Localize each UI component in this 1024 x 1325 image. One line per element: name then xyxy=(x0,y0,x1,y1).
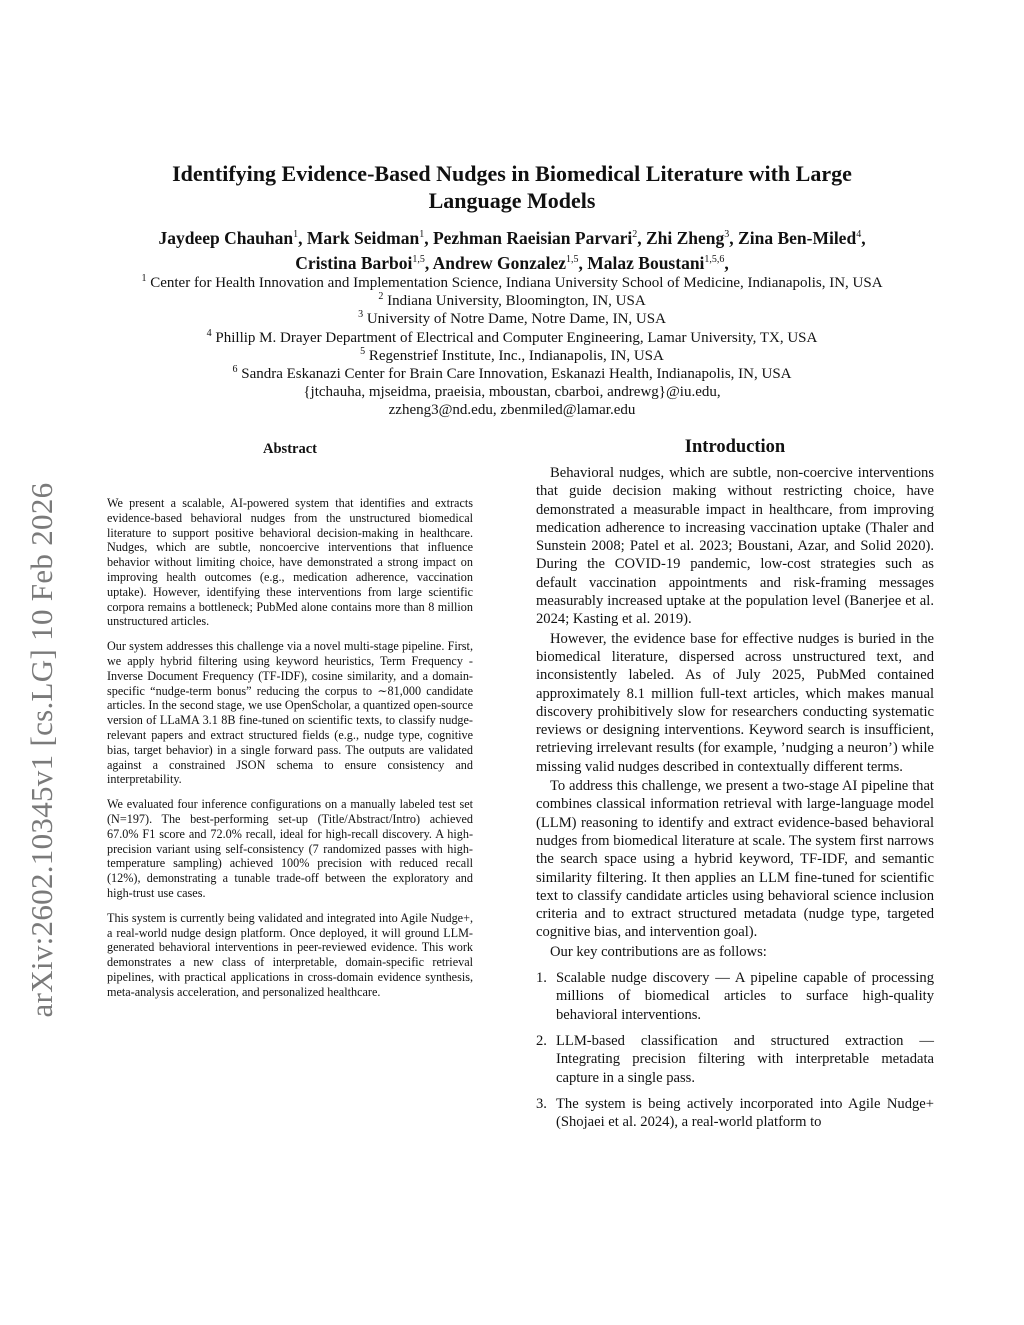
author-name: Zhi Zheng xyxy=(645,228,725,248)
affiliation-mark: 2 xyxy=(378,291,384,303)
affiliation xyxy=(90,292,934,310)
list-number: 2. xyxy=(536,1032,547,1049)
contribution-text: The system is being actively incorporated into Agile Nudge+ (Shojaei et al. 2024), a real-world platform to xyxy=(556,1095,934,1131)
contribution-item xyxy=(536,1095,934,1132)
author-affil-mark: 1 xyxy=(419,229,425,241)
introduction-column xyxy=(536,436,934,1139)
affiliation-text: Phillip M. Drayer Department of Electrical and Computer Engineering, Lamar University, TX, USA xyxy=(215,329,818,346)
list-number: 1. xyxy=(536,970,547,987)
arxiv-identifier-stamp: arXiv:2602.10345v1 [cs.LG] 10 Feb 2026 xyxy=(24,482,59,1018)
introduction-paragraph: Behavioral nudges, which are subtle, non-coercive interventions that guide decision making without restricting choice, have demonstrated a measurable impact in healthcare, from improving medication adherence to increasing vaccination uptake (Thaler and Sunstein 2008; Patel et al. 2023; Boustani, Azar, and Solid 2020). During the COVID-19 pandemic, low-cost strategies such as default vaccination appointments and risk-framing messages measurably increased uptake at the population level (Banerjee et al. 2024; Kasting et al. 2019). xyxy=(536,465,934,628)
contribution-item xyxy=(536,969,934,1024)
paper-title xyxy=(120,160,904,214)
email-line: {jtchauha, mjseidma, praeisia, mboustan, cbarboi, andrewg}@iu.edu, xyxy=(303,384,721,401)
affiliation-mark: 4 xyxy=(206,327,212,339)
author-list xyxy=(90,226,934,276)
author-affil-mark: 2 xyxy=(632,229,638,241)
author-name: Zina Ben-Miled xyxy=(738,228,857,248)
contribution-item xyxy=(536,1032,934,1087)
email-line: zzheng3@nd.edu, zbenmiled@lamar.edu xyxy=(388,402,636,419)
abstract-paragraph: We present a scalable, AI-powered system that identifies and extracts evidence-based behavioral nudges from the unstructured biomedical literature to support positive behavioral decision-making in healthcare. Nudges, which are subtle, noncoercive interventions that influence behavior without limiting choice, have demonstrated a strong impact on improving health outcomes (e.g., medication adherence, vaccination uptake). However, identifying these interventions from large scientific corpora remains a bottleneck; PubMed alone contains more than 8 million unstructured articles. xyxy=(107,496,473,629)
affiliation-text: Sandra Eskanazi Center for Brain Care Innovation, Eskanazi Health, Indianapolis, IN, USA xyxy=(241,366,792,383)
title-line: Identifying Evidence-Based Nudges in Biomedical Literature with Large xyxy=(172,161,852,186)
abstract-paragraph: This system is currently being validated and integrated into Agile Nudge+, a real-world nudge design platform. Once deployed, it will ground LLM-generated behavioral interventions in peer-reviewed evidence. This work demonstrates a new class of interpretable, domain-specific retrieval pipelines, with practical applications in cross-domain evidence synthesis, meta-analysis acceleration, and personalized healthcare. xyxy=(107,910,473,999)
contributions-list xyxy=(536,969,934,1131)
author-affil-mark: 1,5 xyxy=(412,254,425,266)
author-affil-mark: 3 xyxy=(724,229,730,241)
introduction-paragraph: Our key contributions are as follows: xyxy=(550,943,767,960)
author-name: Pezhman Raeisian Parvari xyxy=(432,228,633,248)
affiliation xyxy=(90,329,934,347)
affiliation-mark: 5 xyxy=(360,345,366,357)
affiliation xyxy=(90,347,934,365)
affiliation-list xyxy=(90,274,934,420)
author-name: Mark Seidman xyxy=(306,228,420,248)
author-line: Jaydeep Chauhan$^1$, Mark Seidman$^1$, Pezhman Raeisian Parvari$^2$, Zhi Zheng$^3$, Zina Ben-Miled$^4$, xyxy=(158,228,866,248)
author-affil-mark: 1,5,6 xyxy=(704,254,725,266)
title-line: Language Models xyxy=(428,188,596,213)
introduction-heading: Introduction xyxy=(684,437,786,457)
affiliation-text: Indiana University, Bloomington, IN, USA xyxy=(387,293,646,310)
affiliation xyxy=(90,274,934,292)
author-affil-mark: 1,5 xyxy=(566,254,579,266)
author-line: Cristina Barboi$^{1,5}$, Andrew Gonzalez$^{1,5}$, Malaz Boustani$^{1,5,6}$, xyxy=(295,253,729,273)
affiliation-text: Center for Health Innovation and Implementation Science, Indiana University School of Medicine, Indianapolis, IN, USA xyxy=(150,275,883,291)
author-name: Malaz Boustani xyxy=(587,253,705,273)
affiliation-mark: 1 xyxy=(141,273,147,284)
affiliation xyxy=(90,310,934,328)
list-number: 3. xyxy=(536,1095,547,1112)
abstract-paragraph: Our system addresses this challenge via a novel multi-stage pipeline. First, we apply hybrid filtering using keyword heuristics, Term Frequency - Inverse Document Frequency (TF-IDF), cosine similarity, and a domain-specific “nudge-term bonus” reducing the corpus to ∼81,000 candidate articles. In the second stage, we use OpenScholar, a quantized open-source version of LLaMA 3.1 8B fine-tuned on scientific texts, to classify nudge-relevant papers and extract structured fields (e.g., nudge type, cognitive bias, target behavior) in a single forward pass. The outputs are validated against a constrained JSON schema to ensure consistency and interpretability. xyxy=(107,639,473,787)
author-affil-mark: 1 xyxy=(293,229,299,241)
author-name: Jaydeep Chauhan xyxy=(158,228,294,248)
affiliation-mark: 6 xyxy=(232,364,238,376)
affiliation xyxy=(90,365,934,383)
contribution-text: LLM-based classification and structured extraction — Integrating precision filtering with interpretable metadata capture in a single pass. xyxy=(556,1032,934,1086)
author-name: Cristina Barboi xyxy=(295,253,413,273)
abstract-column xyxy=(107,440,473,1010)
abstract-heading: Abstract xyxy=(263,441,317,457)
abstract-paragraph: We evaluated four inference configurations on a manually labeled test set (N=197). The best-performing set-up (Title/Abstract/Intro) achieved 67.0% F1 score and 72.0% recall, ideal for high-recall discovery. A high-precision variant using self-consistency (7 randomized passes with high-temperature sampling) achieved 100% precision with reduced recall (12%), demonstrating a tunable trade-off between the exploratory and high-trust use cases. xyxy=(107,797,473,900)
introduction-paragraph: To address this challenge, we present a two-stage AI pipeline that combines classical information retrieval with large-language model (LLM) reasoning to identify and extract evidence-based behavioral nudges from biomedical literature at scale. The system first narrows the search space using a hybrid keyword, TF-IDF, and semantic similarity filtering. It then applies an LLM fine-tuned for scientific text to classify candidate articles using behavioral science inclusion criteria and to extract structured metadata (nudge type, targeted cognitive bias, and intervention goal). xyxy=(536,778,934,941)
affiliation-mark: 3 xyxy=(358,309,364,321)
author-name: Andrew Gonzalez xyxy=(432,253,566,273)
author-affil-mark: 4 xyxy=(856,229,862,241)
introduction-paragraph: However, the evidence base for effective nudges is buried in the biomedical literature, dispersed across unstructured text, and inconsistently labeled. As of July 2025, PubMed contained approximately 8.1 million full-text articles, which makes manual discovery prohibitively slow for researchers conducting systematic reviews or designing interventions. Keyword search is insufficient, retrieving irrelevant results (for example, ’nudging a neuron’) while missing valid nudges described in contextually different terms. xyxy=(536,630,934,775)
affiliation-text: Regenstrief Institute, Inc., Indianapolis, IN, USA xyxy=(368,347,664,364)
affiliation-text: University of Notre Dame, Notre Dame, IN, USA xyxy=(366,311,666,328)
contribution-text: Scalable nudge discovery — A pipeline capable of processing millions of biomedical articles to surface high-quality behavioral interventions. xyxy=(556,970,934,1023)
